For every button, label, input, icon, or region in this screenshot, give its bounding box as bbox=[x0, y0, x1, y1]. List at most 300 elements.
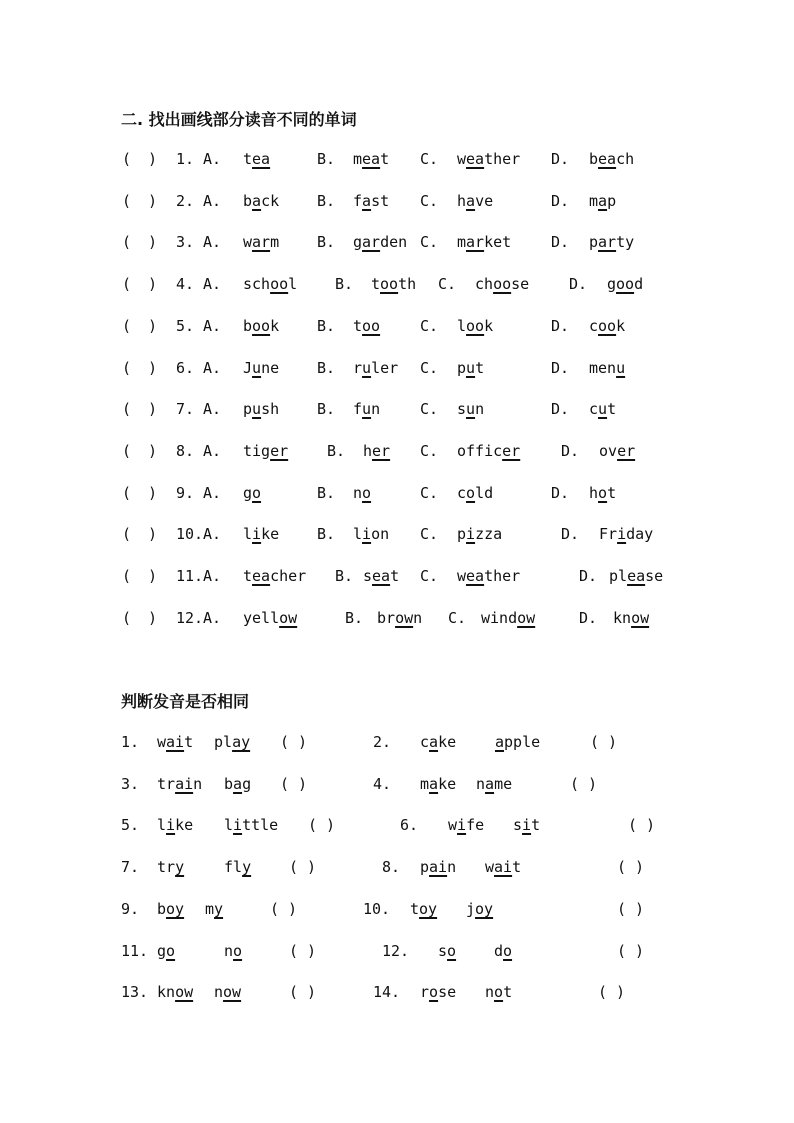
option-letter: C. bbox=[420, 483, 439, 502]
word-part: ther bbox=[484, 567, 521, 585]
word-part: tr bbox=[157, 858, 176, 877]
option-letter: B. bbox=[317, 150, 336, 168]
option-word bbox=[243, 273, 297, 295]
answer-bracket-close[interactable]: ) bbox=[148, 608, 158, 627]
option-word bbox=[457, 357, 484, 379]
option-word bbox=[457, 190, 493, 212]
word-part: c bbox=[589, 316, 599, 335]
word-part: wind bbox=[481, 608, 518, 627]
question-row bbox=[0, 482, 794, 508]
judgement-row bbox=[0, 898, 794, 924]
word-part: k bbox=[616, 316, 626, 335]
word-part: p bbox=[457, 525, 467, 544]
option-letter: A. bbox=[203, 441, 222, 460]
judgement-row bbox=[0, 773, 794, 799]
question-row bbox=[0, 357, 794, 383]
word-part: w bbox=[457, 150, 467, 168]
underlined-letters: oo bbox=[270, 275, 289, 294]
underlined-letters: o bbox=[252, 483, 262, 502]
section1-title: 二. 找出画线部分读音不同的单词 bbox=[121, 110, 357, 129]
word-part: r bbox=[420, 983, 430, 1002]
option-word bbox=[481, 607, 535, 629]
judgement-row bbox=[0, 856, 794, 882]
underlined-letters: y bbox=[175, 858, 185, 877]
item-word-1 bbox=[448, 814, 484, 836]
answer-bracket-open[interactable]: ( bbox=[122, 400, 132, 419]
underlined-letters: i bbox=[457, 816, 467, 835]
option-word bbox=[457, 148, 520, 170]
item-word-2 bbox=[224, 856, 251, 878]
underlined-letters: er bbox=[502, 441, 521, 460]
word-part: t bbox=[503, 983, 513, 1002]
option-letter: C. bbox=[420, 316, 439, 335]
answer-bracket-open[interactable]: ( bbox=[122, 525, 132, 544]
word-part: ket bbox=[484, 233, 512, 252]
option-word bbox=[457, 315, 493, 337]
word-part: n bbox=[413, 608, 423, 627]
underlined-letters: ow bbox=[631, 608, 650, 627]
option-letter: C. bbox=[420, 358, 439, 377]
underlined-letters: oo bbox=[493, 275, 512, 294]
underlined-letters: i bbox=[362, 525, 372, 544]
underlined-letters: u bbox=[252, 358, 262, 377]
underlined-letters: y bbox=[242, 858, 252, 877]
option-word bbox=[607, 273, 643, 295]
underlined-letters: ar bbox=[598, 233, 617, 252]
option-word bbox=[243, 440, 288, 462]
word-part: h bbox=[457, 191, 467, 210]
option-letter: B. bbox=[335, 567, 354, 585]
answer-bracket[interactable]: ( ) bbox=[617, 899, 645, 918]
option-letter: C. bbox=[438, 275, 457, 294]
word-part: c bbox=[589, 400, 599, 419]
question-number: 5. bbox=[176, 316, 195, 335]
option-word bbox=[457, 523, 502, 545]
word-part: w bbox=[157, 733, 167, 751]
word-part: ov bbox=[599, 441, 618, 460]
option-word bbox=[599, 440, 635, 462]
underlined-letters: ar bbox=[362, 233, 381, 252]
word-part: t bbox=[243, 567, 253, 585]
answer-bracket-close[interactable]: ) bbox=[148, 525, 158, 544]
word-part: b bbox=[243, 191, 253, 210]
underlined-letters: o bbox=[598, 483, 608, 502]
option-letter: A. bbox=[203, 567, 222, 585]
word-part: m bbox=[589, 191, 599, 210]
word-part: n bbox=[353, 483, 363, 502]
underlined-letters: ea bbox=[252, 567, 271, 585]
answer-bracket-open[interactable]: ( bbox=[122, 316, 132, 335]
word-part: t bbox=[512, 858, 522, 877]
answer-bracket[interactable]: ( ) bbox=[617, 941, 645, 960]
answer-bracket-open[interactable]: ( bbox=[122, 441, 132, 460]
underlined-letters: ea bbox=[252, 150, 271, 168]
word-part: f bbox=[353, 400, 363, 419]
option-letter: D. bbox=[551, 400, 570, 419]
question-row bbox=[0, 440, 794, 466]
answer-bracket[interactable]: ( ) bbox=[590, 733, 618, 751]
item-number: 5. bbox=[121, 816, 140, 835]
option-letter: D. bbox=[551, 233, 570, 252]
item-word-1 bbox=[420, 981, 456, 1003]
word-part: c bbox=[420, 733, 430, 751]
word-part: m bbox=[420, 774, 430, 793]
word-part: n bbox=[447, 858, 457, 877]
underlined-letters: o bbox=[503, 941, 513, 960]
word-part: g bbox=[242, 774, 252, 793]
question-number: 9. bbox=[176, 483, 195, 502]
word-part: b bbox=[243, 316, 253, 335]
item-number: 4. bbox=[373, 774, 392, 793]
underlined-letters: a bbox=[485, 774, 495, 793]
option-word bbox=[589, 148, 634, 170]
word-part: on bbox=[371, 525, 390, 544]
word-part: c bbox=[457, 483, 467, 502]
option-word bbox=[243, 523, 279, 545]
underlined-letters: oo bbox=[252, 316, 271, 335]
item-word-2 bbox=[224, 814, 278, 836]
word-part: n bbox=[371, 400, 381, 419]
underlined-letters: ar bbox=[252, 233, 271, 252]
question-number: 10. bbox=[176, 525, 204, 544]
word-part: t bbox=[184, 733, 194, 751]
option-word bbox=[353, 398, 380, 420]
answer-bracket[interactable]: ( ) bbox=[617, 858, 645, 877]
option-word bbox=[243, 148, 270, 170]
word-part: d bbox=[634, 275, 644, 294]
option-letter: B. bbox=[317, 525, 336, 544]
answer-bracket-close[interactable]: ) bbox=[148, 233, 158, 252]
word-part: offic bbox=[457, 441, 503, 460]
word-part: men bbox=[589, 358, 617, 377]
option-word bbox=[371, 273, 416, 295]
item-number: 7. bbox=[121, 858, 140, 877]
word-part: t bbox=[607, 400, 617, 419]
word-part: kn bbox=[613, 608, 632, 627]
underlined-letters: u bbox=[466, 358, 476, 377]
word-part: day bbox=[626, 525, 654, 544]
underlined-letters: ea bbox=[362, 150, 381, 168]
word-part: se bbox=[511, 275, 530, 294]
word-part: t bbox=[380, 150, 390, 168]
option-letter: D. bbox=[569, 275, 588, 294]
question-row bbox=[0, 607, 794, 633]
underlined-letters: oo bbox=[466, 316, 485, 335]
item-number: 9. bbox=[121, 899, 140, 918]
answer-bracket[interactable]: ( ) bbox=[280, 774, 308, 793]
underlined-letters: ow bbox=[279, 608, 298, 627]
word-part: p bbox=[607, 191, 617, 210]
word-part: k bbox=[484, 316, 494, 335]
option-word bbox=[589, 190, 616, 212]
option-word bbox=[243, 607, 297, 629]
word-part: ck bbox=[261, 191, 280, 210]
answer-bracket[interactable]: ( ) bbox=[308, 816, 336, 835]
word-part: yell bbox=[243, 608, 280, 627]
item-word-2 bbox=[485, 856, 521, 878]
underlined-letters: o bbox=[429, 983, 439, 1002]
word-part: p bbox=[420, 858, 430, 877]
item-word-1 bbox=[420, 731, 456, 753]
underlined-letters: u bbox=[252, 400, 262, 419]
option-letter: C. bbox=[420, 525, 439, 544]
underlined-letters: er bbox=[270, 441, 289, 460]
item-number: 14. bbox=[373, 983, 401, 1002]
option-letter: A. bbox=[203, 483, 222, 502]
option-word bbox=[589, 357, 625, 379]
question-number: 8. bbox=[176, 441, 195, 460]
answer-bracket[interactable]: ( ) bbox=[598, 983, 626, 1002]
item-word-2 bbox=[224, 940, 242, 962]
word-part: ke bbox=[438, 774, 457, 793]
answer-bracket-close[interactable]: ) bbox=[148, 191, 158, 210]
option-letter: A. bbox=[203, 608, 222, 627]
underlined-letters: ow bbox=[223, 983, 242, 1002]
judgement-row bbox=[0, 940, 794, 966]
answer-bracket[interactable]: ( ) bbox=[289, 858, 317, 877]
word-part: fe bbox=[466, 816, 485, 835]
underlined-letters: ai bbox=[166, 733, 185, 751]
option-word bbox=[457, 231, 511, 253]
section2-title: 判断发音是否相同 bbox=[121, 692, 250, 711]
word-part: tr bbox=[157, 774, 176, 793]
underlined-letters: oo bbox=[598, 316, 617, 335]
underlined-letters: ar bbox=[466, 233, 485, 252]
answer-bracket-close[interactable]: ) bbox=[148, 441, 158, 460]
item-number: 1. bbox=[121, 733, 140, 751]
answer-bracket-open[interactable]: ( bbox=[122, 483, 132, 502]
word-part: l bbox=[288, 275, 298, 294]
question-row bbox=[0, 523, 794, 549]
item-word-2 bbox=[205, 898, 223, 920]
option-word bbox=[243, 357, 279, 379]
underlined-letters: a bbox=[495, 733, 505, 751]
option-letter: A. bbox=[203, 275, 222, 294]
word-part: pple bbox=[504, 733, 541, 751]
item-number: 13. bbox=[121, 983, 149, 1002]
item-word-1 bbox=[420, 856, 456, 878]
answer-bracket[interactable]: ( ) bbox=[289, 941, 317, 960]
underlined-letters: oo bbox=[362, 316, 381, 335]
option-letter: B. bbox=[317, 233, 336, 252]
answer-bracket-open[interactable]: ( bbox=[122, 608, 132, 627]
item-word-2 bbox=[485, 981, 512, 1003]
option-letter: B. bbox=[317, 400, 336, 419]
item-word-1 bbox=[157, 940, 175, 962]
underlined-letters: er bbox=[372, 441, 391, 460]
question-number: 1. bbox=[176, 150, 195, 168]
word-part: se bbox=[645, 567, 664, 585]
judgement-row bbox=[0, 814, 794, 840]
underlined-letters: ai bbox=[494, 858, 513, 877]
answer-bracket-open[interactable]: ( bbox=[122, 358, 132, 377]
answer-bracket-open[interactable]: ( bbox=[122, 150, 132, 168]
option-letter: A. bbox=[203, 400, 222, 419]
answer-bracket-open[interactable]: ( bbox=[122, 191, 132, 210]
question-number: 11. bbox=[176, 567, 204, 585]
option-letter: B. bbox=[317, 191, 336, 210]
option-word bbox=[363, 565, 399, 587]
underlined-letters: er bbox=[617, 441, 636, 460]
answer-bracket[interactable]: ( ) bbox=[628, 816, 656, 835]
underlined-letters: a bbox=[598, 191, 608, 210]
word-part: s bbox=[457, 400, 467, 419]
option-letter: C. bbox=[420, 400, 439, 419]
answer-bracket-open[interactable]: ( bbox=[122, 567, 132, 585]
word-part: t bbox=[475, 358, 485, 377]
word-part: s bbox=[513, 816, 523, 835]
option-letter: A. bbox=[203, 150, 222, 168]
underlined-letters: a bbox=[429, 774, 439, 793]
word-part: cher bbox=[270, 567, 307, 585]
option-word bbox=[243, 315, 279, 337]
word-part: j bbox=[466, 899, 476, 918]
underlined-letters: a bbox=[252, 191, 262, 210]
item-word-2 bbox=[466, 898, 493, 920]
word-part: w bbox=[243, 233, 253, 252]
item-word-1 bbox=[420, 773, 456, 795]
option-word bbox=[475, 273, 529, 295]
word-part: t bbox=[410, 899, 420, 918]
word-part: fl bbox=[224, 858, 243, 877]
word-part: b bbox=[157, 899, 167, 918]
word-part: st bbox=[371, 191, 390, 210]
underlined-letters: ea bbox=[598, 150, 617, 168]
item-number: 6. bbox=[400, 816, 419, 835]
word-part: pl bbox=[214, 733, 233, 751]
word-part: s bbox=[363, 567, 373, 585]
word-part: tig bbox=[243, 441, 271, 460]
word-part: ld bbox=[475, 483, 494, 502]
question-number: 3. bbox=[176, 233, 195, 252]
word-part: b bbox=[589, 150, 599, 168]
answer-bracket[interactable]: ( ) bbox=[280, 733, 308, 751]
word-part: m bbox=[270, 233, 280, 252]
option-word bbox=[353, 523, 389, 545]
option-word bbox=[377, 607, 422, 629]
question-row bbox=[0, 273, 794, 299]
answer-bracket[interactable]: ( ) bbox=[570, 774, 598, 793]
option-word bbox=[457, 398, 484, 420]
option-letter: B. bbox=[335, 275, 354, 294]
word-part: t bbox=[531, 816, 541, 835]
underlined-letters: i bbox=[522, 816, 532, 835]
word-part: ler bbox=[371, 358, 399, 377]
item-number: 10. bbox=[363, 899, 391, 918]
underlined-letters: y bbox=[214, 899, 224, 918]
answer-bracket-open[interactable]: ( bbox=[122, 233, 132, 252]
answer-bracket-open[interactable]: ( bbox=[122, 275, 132, 294]
option-letter: A. bbox=[203, 233, 222, 252]
underlined-letters: a bbox=[233, 774, 243, 793]
underlined-letters: u bbox=[362, 358, 372, 377]
option-word bbox=[243, 565, 306, 587]
underlined-letters: o bbox=[362, 483, 372, 502]
word-part: w bbox=[448, 816, 458, 835]
item-word-1 bbox=[438, 940, 456, 962]
underlined-letters: i bbox=[466, 525, 476, 544]
item-word-2 bbox=[494, 940, 512, 962]
option-word bbox=[613, 607, 649, 629]
answer-bracket-close[interactable]: ) bbox=[148, 483, 158, 502]
answer-bracket-close[interactable]: ) bbox=[148, 400, 158, 419]
item-number: 11. bbox=[121, 941, 149, 960]
option-word bbox=[243, 398, 279, 420]
item-word-2 bbox=[476, 773, 512, 795]
option-letter: D. bbox=[561, 441, 580, 460]
item-word-1 bbox=[157, 814, 193, 836]
underlined-letters: ow bbox=[395, 608, 414, 627]
answer-bracket-close[interactable]: ) bbox=[148, 150, 158, 168]
judgement-row bbox=[0, 981, 794, 1007]
question-row bbox=[0, 148, 794, 174]
underlined-letters: o bbox=[494, 983, 504, 1002]
word-part: n bbox=[485, 983, 495, 1002]
option-word bbox=[457, 565, 520, 587]
word-part: t bbox=[390, 567, 400, 585]
option-word bbox=[589, 398, 616, 420]
underlined-letters: ea bbox=[372, 567, 391, 585]
answer-bracket-close[interactable]: ) bbox=[148, 567, 158, 585]
option-word bbox=[457, 482, 493, 504]
option-letter: C. bbox=[420, 191, 439, 210]
answer-bracket-close[interactable]: ) bbox=[148, 316, 158, 335]
word-part: l bbox=[353, 525, 363, 544]
item-word-1 bbox=[157, 898, 184, 920]
underlined-letters: a bbox=[466, 191, 476, 210]
word-part: w bbox=[485, 858, 495, 877]
word-part: ke bbox=[438, 733, 457, 751]
item-number: 2. bbox=[373, 733, 392, 751]
word-part: l bbox=[224, 816, 234, 835]
word-part: p bbox=[457, 358, 467, 377]
answer-bracket-close[interactable]: ) bbox=[148, 275, 158, 294]
word-part: l bbox=[243, 525, 253, 544]
underlined-letters: ay bbox=[232, 733, 251, 751]
word-part: sch bbox=[243, 275, 271, 294]
option-letter: A. bbox=[203, 525, 222, 544]
word-part: g bbox=[353, 233, 363, 252]
option-letter: D. bbox=[551, 316, 570, 335]
underlined-letters: i bbox=[252, 525, 262, 544]
underlined-letters: oy bbox=[475, 899, 494, 918]
word-part: Fr bbox=[599, 525, 618, 544]
answer-bracket-close[interactable]: ) bbox=[148, 358, 158, 377]
item-word-1 bbox=[410, 898, 437, 920]
option-letter: C. bbox=[420, 150, 439, 168]
answer-bracket[interactable]: ( ) bbox=[289, 983, 317, 1002]
question-number: 4. bbox=[176, 275, 195, 294]
option-word bbox=[243, 231, 279, 253]
underlined-letters: u bbox=[598, 400, 608, 419]
word-part: g bbox=[607, 275, 617, 294]
word-part: n bbox=[475, 400, 485, 419]
option-word bbox=[353, 148, 389, 170]
option-word bbox=[243, 190, 279, 212]
word-part: p bbox=[589, 233, 599, 252]
word-part: b bbox=[224, 774, 234, 793]
word-part: J bbox=[243, 358, 253, 377]
word-part: d bbox=[494, 941, 504, 960]
word-part: f bbox=[353, 191, 363, 210]
word-part: l bbox=[457, 316, 467, 335]
question-number: 7. bbox=[176, 400, 195, 419]
answer-bracket[interactable]: ( ) bbox=[270, 899, 298, 918]
word-part: t bbox=[607, 483, 617, 502]
option-word bbox=[353, 357, 398, 379]
word-part: p bbox=[243, 400, 253, 419]
option-word bbox=[353, 231, 407, 253]
